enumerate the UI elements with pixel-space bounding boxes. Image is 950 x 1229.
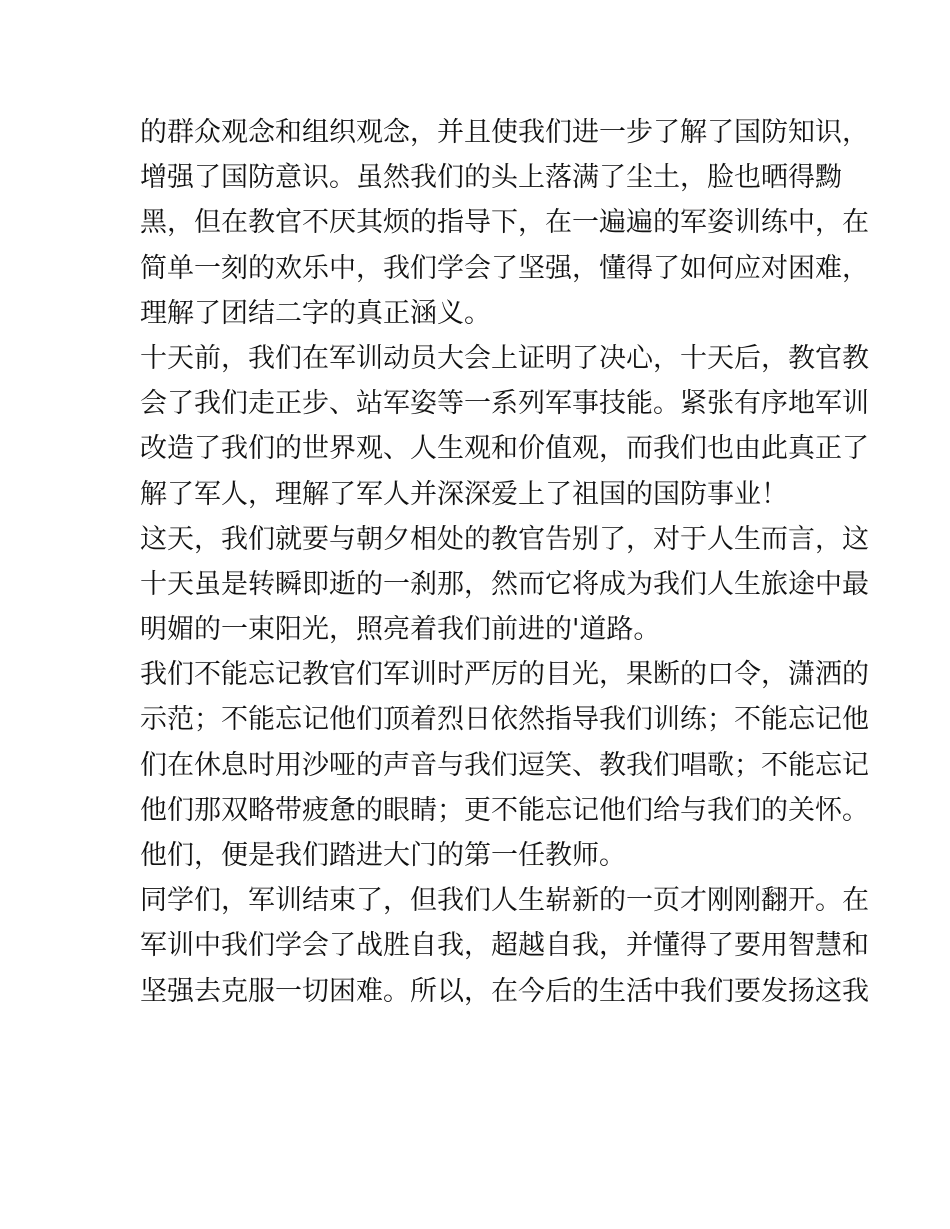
text-line: 会了我们走正步、站军姿等一系列军事技能。紧张有序地军训 xyxy=(140,388,869,420)
text-line: 改造了我们的世界观、人生观和价值观，而我们也由此真正了 xyxy=(140,433,869,465)
text-line: 增强了国防意识。虽然我们的头上落满了尘土，脸也晒得黝 xyxy=(140,162,842,194)
text-line: 十天前，我们在军训动员大会上证明了决心，十天后，教官教 xyxy=(140,342,869,374)
text-line: 理解了团结二字的真正涵义。 xyxy=(140,297,491,329)
text-line: 黑，但在教官不厌其烦的指导下，在一遍遍的军姿训练中，在 xyxy=(140,207,869,239)
text-line: 们在休息时用沙哑的声音与我们逗笑、教我们唱歌；不能忘记 xyxy=(140,749,869,781)
text-line: 明媚的一束阳光，照亮着我们前进的'道路。 xyxy=(140,614,661,646)
text-line: 解了军人，理解了军人并深深爱上了祖国的国防事业！ xyxy=(140,478,788,510)
text-line: 军训中我们学会了战胜自我，超越自我，并懂得了要用智慧和 xyxy=(140,930,869,962)
text-line: 示范；不能忘记他们顶着烈日依然指导我们训练；不能忘记他 xyxy=(140,704,869,736)
text-line: 简单一刻的欢乐中，我们学会了坚强，懂得了如何应对困难， xyxy=(140,252,869,284)
text-line: 十天虽是转瞬即逝的一刹那，然而它将成为我们人生旅途中最 xyxy=(140,568,869,600)
text-line: 他们那双略带疲惫的眼睛；更不能忘记他们给与我们的关怀。 xyxy=(140,794,869,826)
text-line: 他们，便是我们踏进大门的第一任教师。 xyxy=(140,840,626,871)
text-line: 我们不能忘记教官们军训时严厉的目光，果断的口令，潇洒的 xyxy=(140,659,869,691)
body-text xyxy=(140,110,869,1014)
text-line: 的群众观念和组织观念，并且使我们进一步了解了国防知识， xyxy=(140,117,869,148)
text-line: 同学们，军训结束了，但我们人生崭新的一页才刚刚翻开。在 xyxy=(140,885,869,917)
text-line: 坚强去克服一切困难。所以，在今后的生活中我们要发扬这我 xyxy=(140,975,869,1007)
text-line: 这天，我们就要与朝夕相处的教官告别了，对于人生而言，这 xyxy=(140,523,869,555)
